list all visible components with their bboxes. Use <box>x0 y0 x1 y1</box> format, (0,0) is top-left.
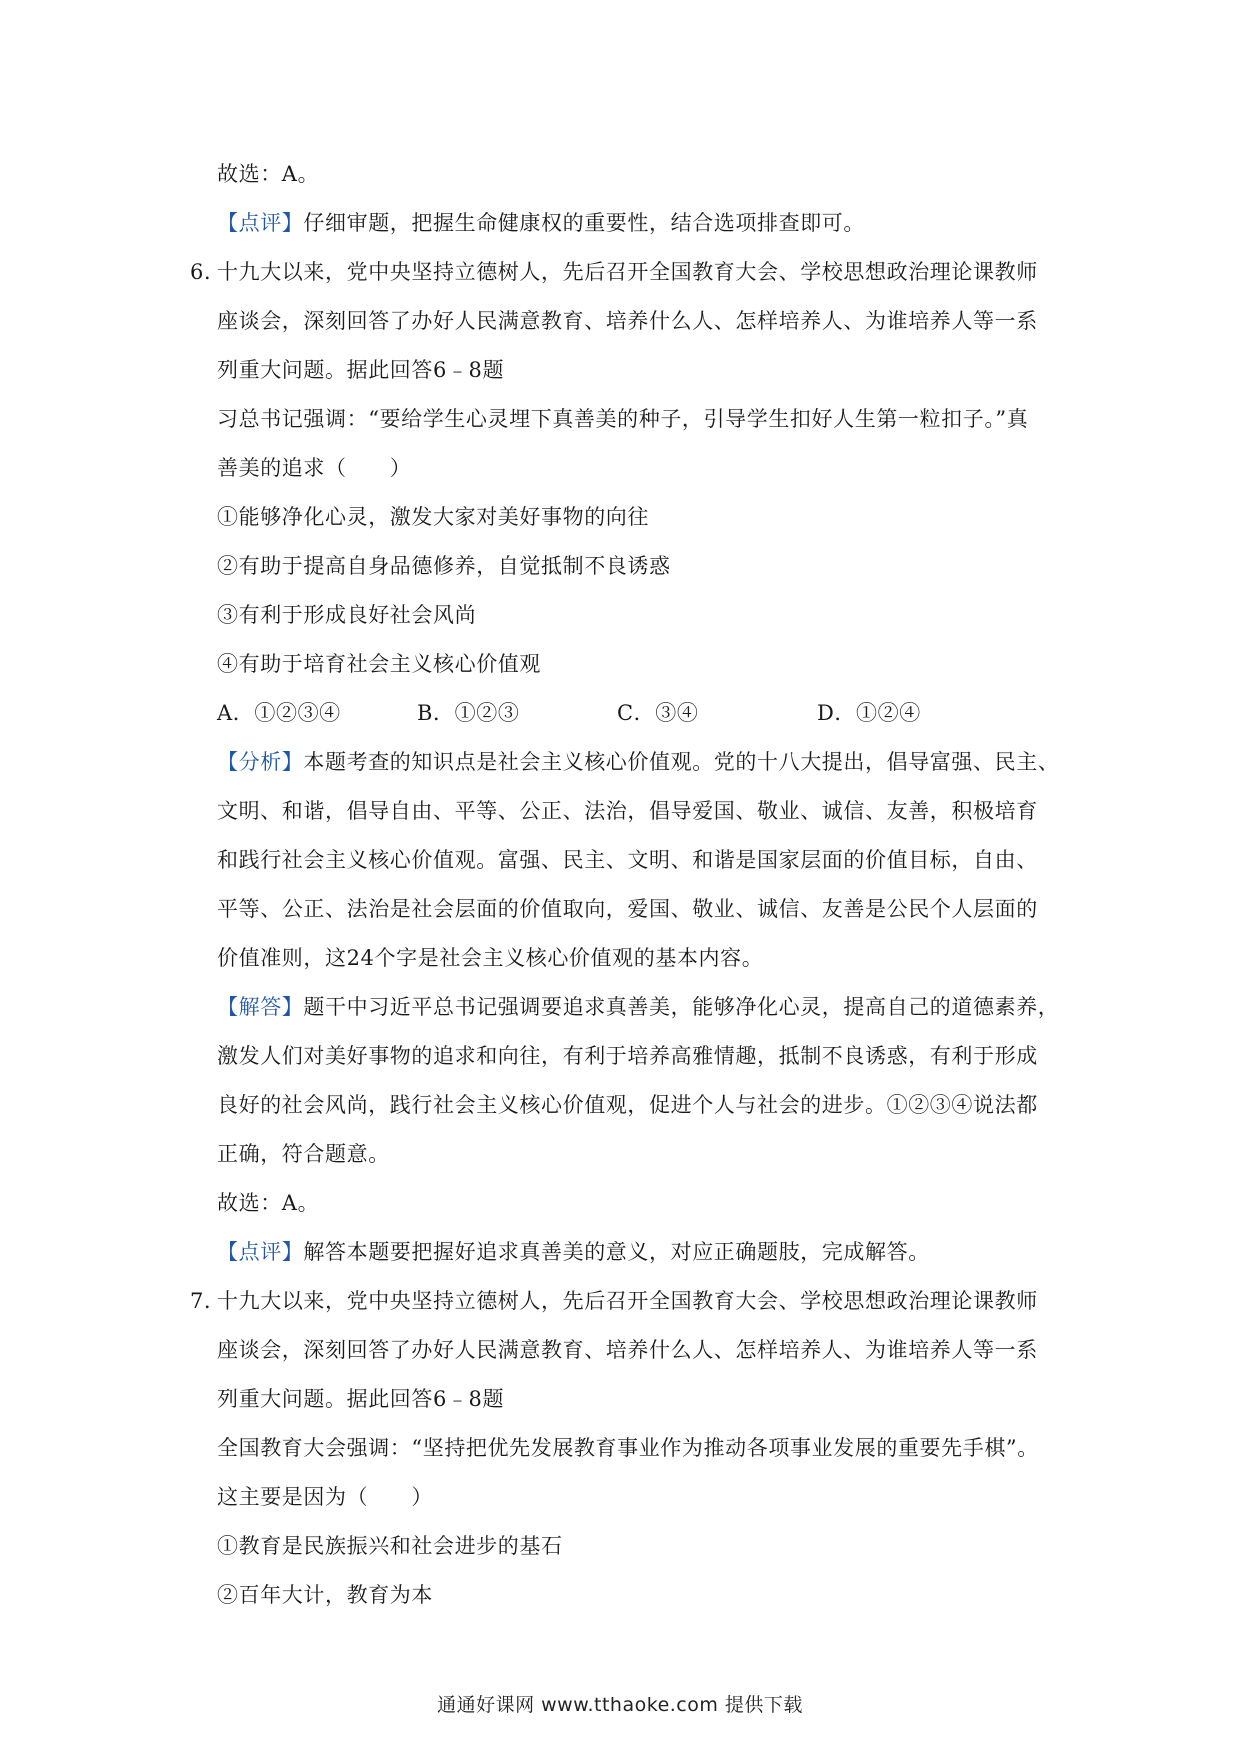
comment-text: 解答本题要把握好追求真善美的意义，对应正确题肢，完成解答。 <box>303 1240 930 1264</box>
q6-stem-line: 善美的追求（ ） <box>217 456 412 480</box>
q5-answer: 故选：A。 <box>217 162 320 186</box>
q7-statement: ②百年大计，教育为本 <box>217 1583 433 1607</box>
q6-statement: ④有助于培育社会主义核心价值观 <box>217 652 541 676</box>
q6-stem-line: 列重大问题。据此回答6﹣8题 <box>217 358 505 382</box>
q6-options <box>0 689 1240 738</box>
q7-stem-line: 列重大问题。据此回答6﹣8题 <box>217 1387 505 1411</box>
q6-stem-line: 习总书记强调：“要给学生心灵埋下真善美的种子，引导学生扣好人生第一粒扣子。”真 <box>217 407 1029 431</box>
question-number: 7． <box>190 1289 226 1313</box>
comment-tag: 【点评】 <box>217 1240 304 1264</box>
q7-stem-line: 全国教育大会强调：“坚持把优先发展教育事业作为推动各项事业发展的重要先手棋”。 <box>217 1436 1039 1460</box>
q6-comment <box>0 1228 1240 1277</box>
page-footer: 通通好课网 www.tthaoke.com 提供下载 <box>437 1694 803 1716</box>
q6-statement: ②有助于提高自身品德修养，自觉抵制不良诱惑 <box>217 554 671 578</box>
q6-answer-line: 激发人们对美好事物的追求和向往，有利于培养高雅情趣，抵制不良诱惑，有利于形成 <box>217 1044 1038 1068</box>
q6-statement: ③有利于形成良好社会风尚 <box>217 603 477 627</box>
answer-tag: 【解答】 <box>217 995 304 1019</box>
q6-analysis-line: 平等、公正、法治是社会层面的价值取向，爱国、敬业、诚信、友善是公民个人层面的 <box>217 897 1038 921</box>
q6-stem-line: 6． 十九大以来，党中央坚持立德树人，先后召开全国教育大会、学校思想政治理论课教师 <box>0 248 1240 297</box>
q6-analysis-line: 文明、和谐，倡导自由、平等、公正、法治，倡导爱国、敬业、诚信、友善，积极培育 <box>217 799 1038 823</box>
q6-analysis-line: 和践行社会主义核心价值观。富强、民主、文明、和谐是国家层面的价值目标，自由、 <box>217 848 1038 872</box>
comment-text: 仔细审题，把握生命健康权的重要性，结合选项排查即可。 <box>303 211 866 235</box>
document-page <box>0 150 1240 1620</box>
q7-stem-line: 座谈会，深刻回答了办好人民满意教育、培养什么人、怎样培养人、为谁培养人等一系 <box>217 1338 1038 1362</box>
option-b: B．①②③ <box>417 701 520 725</box>
option-d: D．①②④ <box>817 701 921 725</box>
q6-statement: ①能够净化心灵，激发大家对美好事物的向往 <box>217 505 649 529</box>
comment-tag: 【点评】 <box>217 211 304 235</box>
q6-analysis-line: 【分析】本题考查的知识点是社会主义核心价值观。党的十八大提出，倡导富强、民主、 <box>217 750 1060 774</box>
q6-answer-line: 正确，符合题意。 <box>217 1142 390 1166</box>
q7-stem-line: 这主要是因为（ ） <box>217 1485 433 1509</box>
analysis-tag: 【分析】 <box>217 750 304 774</box>
q5-comment <box>0 199 1240 248</box>
q6-answer-line: 良好的社会风尚，践行社会主义核心价值观，促进个人与社会的进步。①②③④说法都 <box>217 1093 1038 1117</box>
q7-statement: ①教育是民族振兴和社会进步的基石 <box>217 1534 563 1558</box>
question-number: 6． <box>190 260 226 284</box>
q6-final-answer: 故选：A。 <box>217 1191 320 1215</box>
q6-stem-line: 座谈会，深刻回答了办好人民满意教育、培养什么人、怎样培养人、为谁培养人等一系 <box>217 309 1038 333</box>
option-a: A．①②③④ <box>217 701 341 725</box>
q6-analysis-line: 价值准则，这24个字是社会主义核心价值观的基本内容。 <box>217 946 764 970</box>
q6-answer-line: 【解答】题干中习近平总书记强调要追求真善美，能够净化心灵，提高自己的道德素养， <box>217 995 1060 1019</box>
q7-stem-line: 7． 十九大以来，党中央坚持立德树人，先后召开全国教育大会、学校思想政治理论课教师 <box>0 1277 1240 1326</box>
option-c: C．③④ <box>617 701 699 725</box>
